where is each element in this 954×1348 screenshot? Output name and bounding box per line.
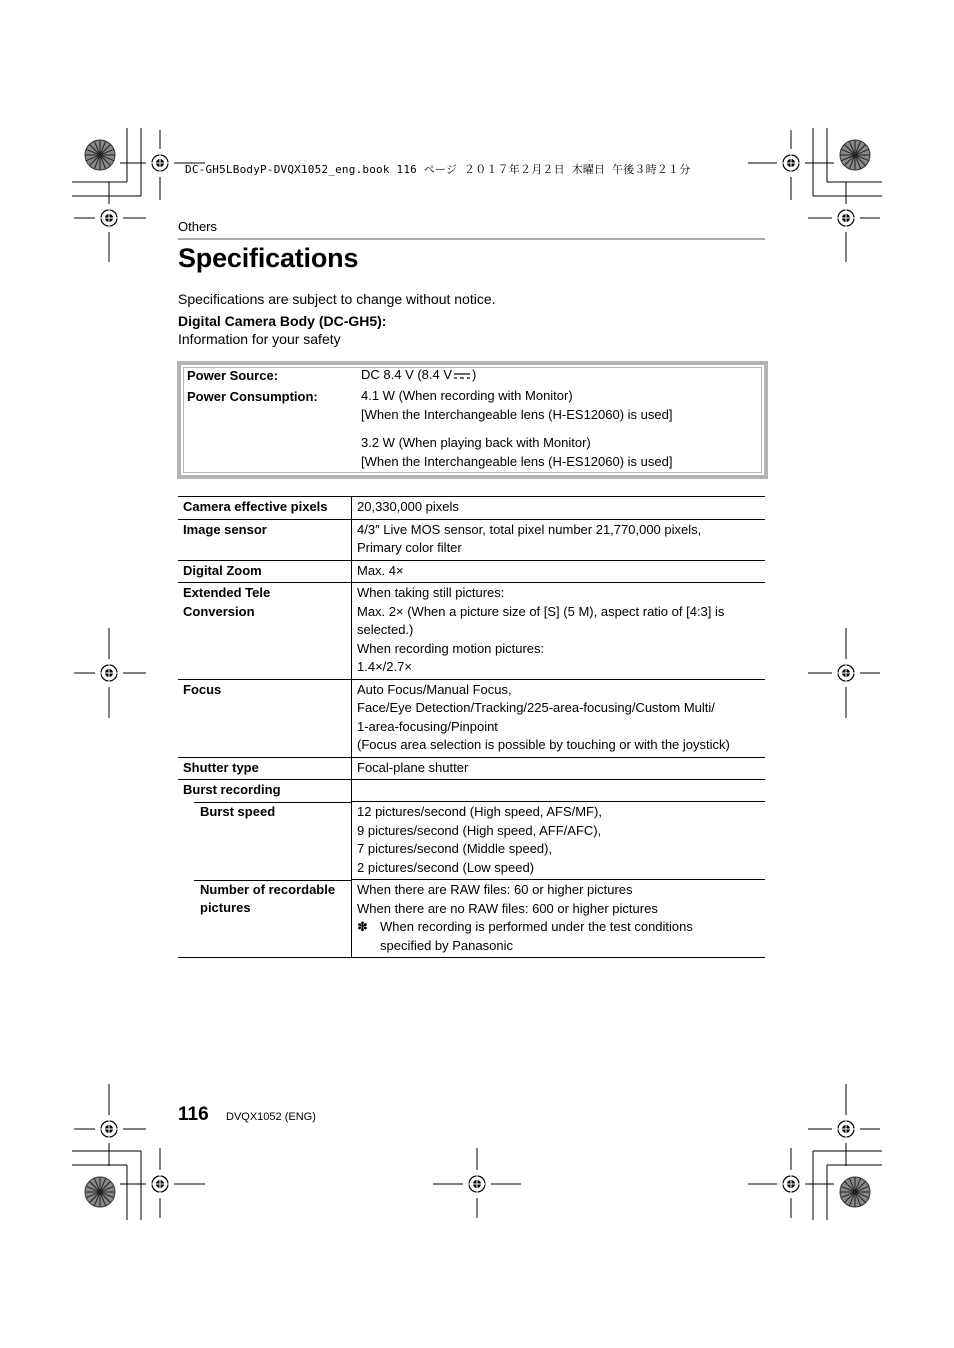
page-number: 116	[178, 1104, 209, 1125]
power-consumption-line: [When the Interchangeable lens (H-ES12060) is used]	[361, 453, 673, 469]
spec-value-line: Max. 2× (When a picture size of [S] (5 M), aspect ratio of [4:3] is	[357, 603, 725, 619]
safety-label: Information for your safety	[178, 331, 341, 347]
spec-label: Shutter type	[178, 757, 352, 780]
power-consumption-value-2	[361, 434, 672, 471]
spec-value-line: 4/3″ Live MOS sensor, total pixel number 21,770,000 pixels,	[357, 521, 702, 537]
spec-value-line: Primary color filter	[357, 540, 462, 555]
spec-value	[352, 780, 766, 802]
spec-label: Burst recording	[178, 780, 352, 802]
spec-value-line: 1.4×/2.7×	[357, 659, 412, 674]
spec-value-line: 12 pictures/second (High speed, AFS/MF),	[357, 804, 602, 819]
spec-value: Max. 4×	[352, 560, 766, 583]
spec-value	[352, 519, 766, 560]
spec-value-line: 9 pictures/second (High speed, AFF/AFC),	[357, 822, 602, 838]
spec-value-line: When there are RAW files: 60 or higher pictures	[357, 882, 633, 897]
spec-value-line: Auto Focus/Manual Focus,	[357, 681, 512, 697]
footnote-text	[380, 918, 693, 955]
power-consumption-line: 3.2 W (When playing back with Monitor)	[361, 435, 591, 450]
table-row	[178, 880, 765, 958]
spec-value-line: 1-area-focusing/Pinpoint	[357, 718, 498, 734]
spec-label: Camera effective pixels	[178, 497, 352, 520]
asterisk-icon: ✽	[357, 919, 368, 934]
spec-value-line: When recording motion pictures:	[357, 640, 545, 656]
power-info-box	[177, 361, 768, 479]
spec-label-line: Number of recordable	[200, 881, 336, 897]
power-source-label: Power Source:	[187, 368, 279, 383]
specifications-table	[178, 496, 765, 958]
spec-label-line: Conversion	[183, 603, 255, 619]
spec-sublabel: Burst speed	[178, 802, 352, 880]
spec-value	[352, 679, 766, 757]
section-divider	[178, 238, 765, 240]
table-row	[178, 679, 765, 757]
spec-value-line: 2 pictures/second (Low speed)	[357, 859, 535, 875]
spec-value: 20,330,000 pixels	[352, 497, 766, 520]
dc-symbol-icon	[453, 371, 471, 381]
power-consumption-label: Power Consumption:	[187, 389, 318, 404]
notice-text: Specifications are subject to change without notice.	[178, 291, 496, 307]
spec-value	[352, 802, 766, 880]
table-row	[178, 583, 765, 680]
spec-label	[178, 583, 352, 680]
spec-label-line: pictures	[200, 900, 251, 915]
subheading: Digital Camera Body (DC-GH5):	[178, 313, 387, 329]
document-code: DVQX1052 (ENG)	[226, 1111, 316, 1123]
table-row	[178, 802, 765, 880]
section-label: Others	[178, 219, 218, 234]
power-source-value	[361, 366, 476, 385]
table-row	[178, 519, 765, 560]
table-row	[178, 497, 765, 520]
power-consumption-value-1	[361, 387, 672, 424]
spec-value-line: 7 pictures/second (Middle speed),	[357, 841, 553, 856]
spec-value	[352, 880, 766, 958]
table-row	[178, 757, 765, 780]
spec-value	[352, 583, 766, 680]
footnote	[357, 918, 760, 955]
power-consumption-line: 4.1 W (When recording with Monitor)	[361, 388, 573, 403]
power-source-suffix: )	[472, 367, 477, 382]
spec-label-line: Extended Tele	[183, 585, 271, 600]
footnote-line: When recording is performed under the test conditions	[380, 919, 693, 934]
spec-label: Image sensor	[178, 519, 352, 560]
page-title: Specifications	[178, 243, 359, 273]
spec-value-line: (Focus area selection is possible by touching or with the joystick)	[357, 737, 730, 752]
spec-value-line: selected.)	[357, 622, 414, 637]
spec-value-line: When there are no RAW files: 600 or higher pictures	[357, 900, 658, 916]
power-consumption-line: [When the Interchangeable lens (H-ES12060) is used]	[361, 406, 673, 422]
print-header: DC-GH5LBodyP-DVQX1052_eng.book 116 ページ ２０１７年２月２日 木曜日 午後３時２１分	[185, 163, 691, 176]
spec-sublabel	[178, 880, 352, 958]
table-row	[178, 780, 765, 802]
table-row	[178, 560, 765, 583]
spec-label: Focus	[178, 679, 352, 757]
spec-value-line: Face/Eye Detection/Tracking/225-area-focusing/Custom Multi/	[357, 700, 715, 715]
spec-label: Digital Zoom	[178, 560, 352, 583]
power-source-text: DC 8.4 V (8.4 V	[361, 367, 453, 382]
spec-value-line: When taking still pictures:	[357, 585, 505, 600]
footnote-line: specified by Panasonic	[380, 937, 513, 953]
spec-value: Focal-plane shutter	[352, 757, 766, 780]
